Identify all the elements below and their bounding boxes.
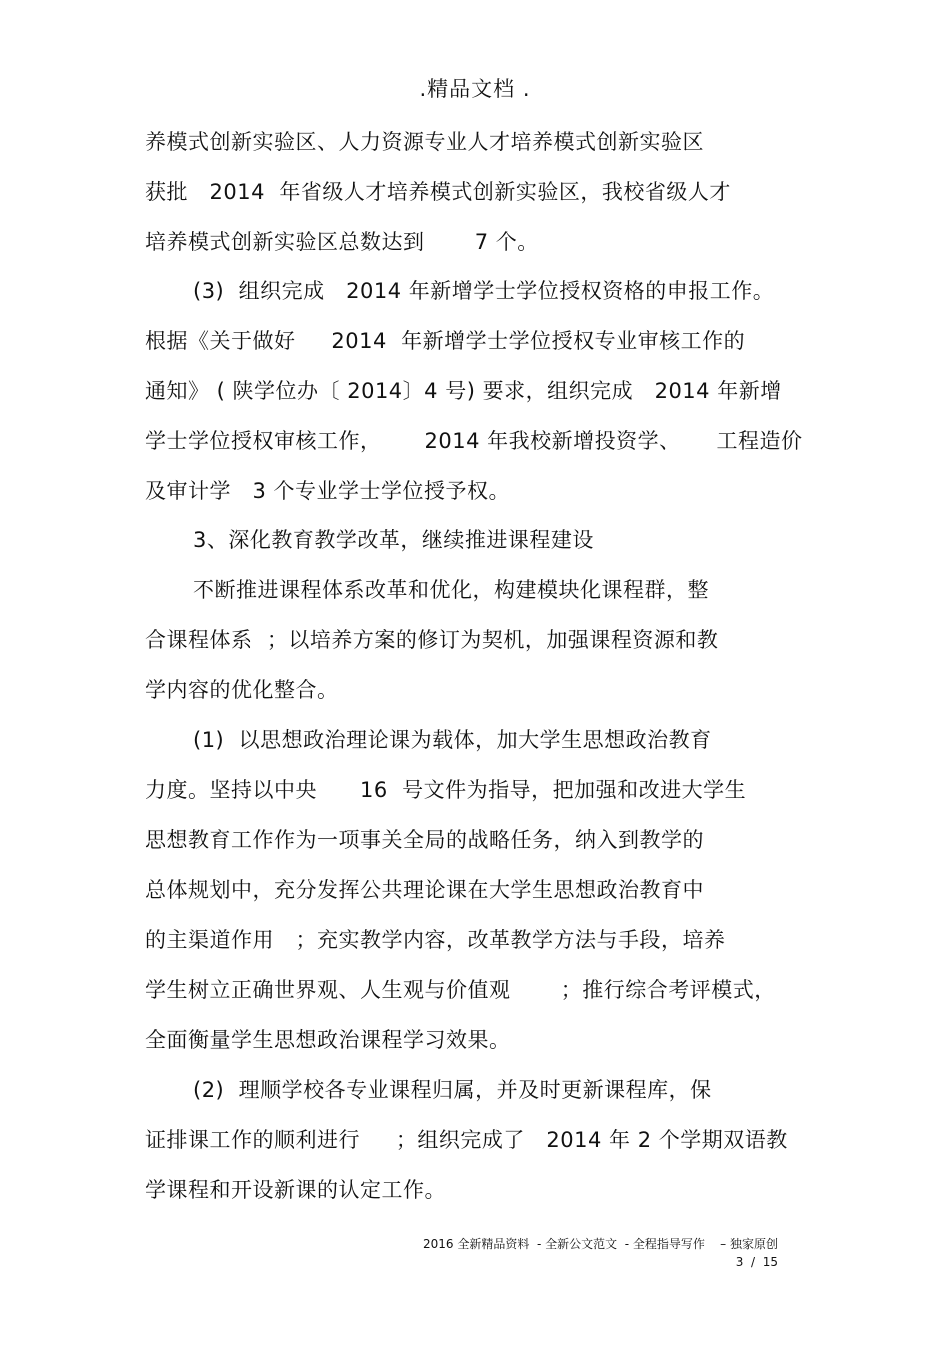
text-line: 获批 2014 年省级人才培养模式创新实验区，我校省级人才 (145, 180, 731, 204)
text-line: 全面衡量学生思想政治课程学习效果。 (145, 1028, 511, 1052)
text-line: 合课程体系 ；以培养方案的修订为契机，加强课程资源和教 (145, 628, 719, 652)
text-line: 思想教育工作作为一项事关全局的战略任务，纳入到教学的 (145, 828, 704, 852)
text-line: 的主渠道作用 ；充实教学内容，改革教学方法与手段，培养 (145, 928, 726, 952)
text-line: 总体规划中，充分发挥公共理论课在大学生思想政治教育中 (145, 878, 704, 902)
text-line: 不断推进课程体系改革和优化，构建模块化课程群，整 (193, 578, 709, 602)
text-line: 培养模式创新实验区总数达到 7 个。 (145, 230, 539, 254)
footer-note: 2016 全新精品资料 - 全新公文范文 - 全程指导写作 – 独家原创 (423, 1237, 778, 1251)
page-header: .精品文档 . (419, 77, 531, 101)
text-line: 养模式创新实验区、人力资源专业人才培养模式创新实验区 (145, 130, 704, 154)
page-number: 3 / 15 (735, 1255, 778, 1269)
text-line: 根据《关于做好 2014 年新增学士学位授权专业审核工作的 (145, 329, 746, 353)
text-line: 学士学位授权审核工作， 2014 年我校新增投资学、 工程造价 (145, 429, 803, 453)
text-line: (1) 以思想政治理论课为载体，加大学生思想政治教育 (193, 728, 712, 752)
text-line: 证排课工作的顺利进行 ；组织完成了 2014 年 2 个学期双语教 (145, 1128, 788, 1152)
text-line: 及审计学 3 个专业学士学位授予权。 (145, 479, 511, 503)
text-line: 学课程和开设新课的认定工作。 (145, 1178, 446, 1202)
text-line: (3) 组织完成 2014 年新增学士学位授权资格的申报工作。 (193, 279, 775, 303)
text-line: 通知》 ( 陕学位办〔 2014〕4 号) 要求，组织完成 2014 年新增 (145, 379, 782, 403)
section-heading: 3、深化教育教学改革，继续推进课程建设 (193, 528, 594, 552)
text-line: 力度。坚持以中央 16 号文件为指导，把加强和改进大学生 (145, 778, 747, 802)
text-line: 学内容的优化整合。 (145, 678, 339, 702)
text-line: (2) 理顺学校各专业课程归属，并及时更新课程库，保 (193, 1078, 712, 1102)
text-line: 学生树立正确世界观、人生观与价值观 ；推行综合考评模式， (145, 978, 776, 1002)
